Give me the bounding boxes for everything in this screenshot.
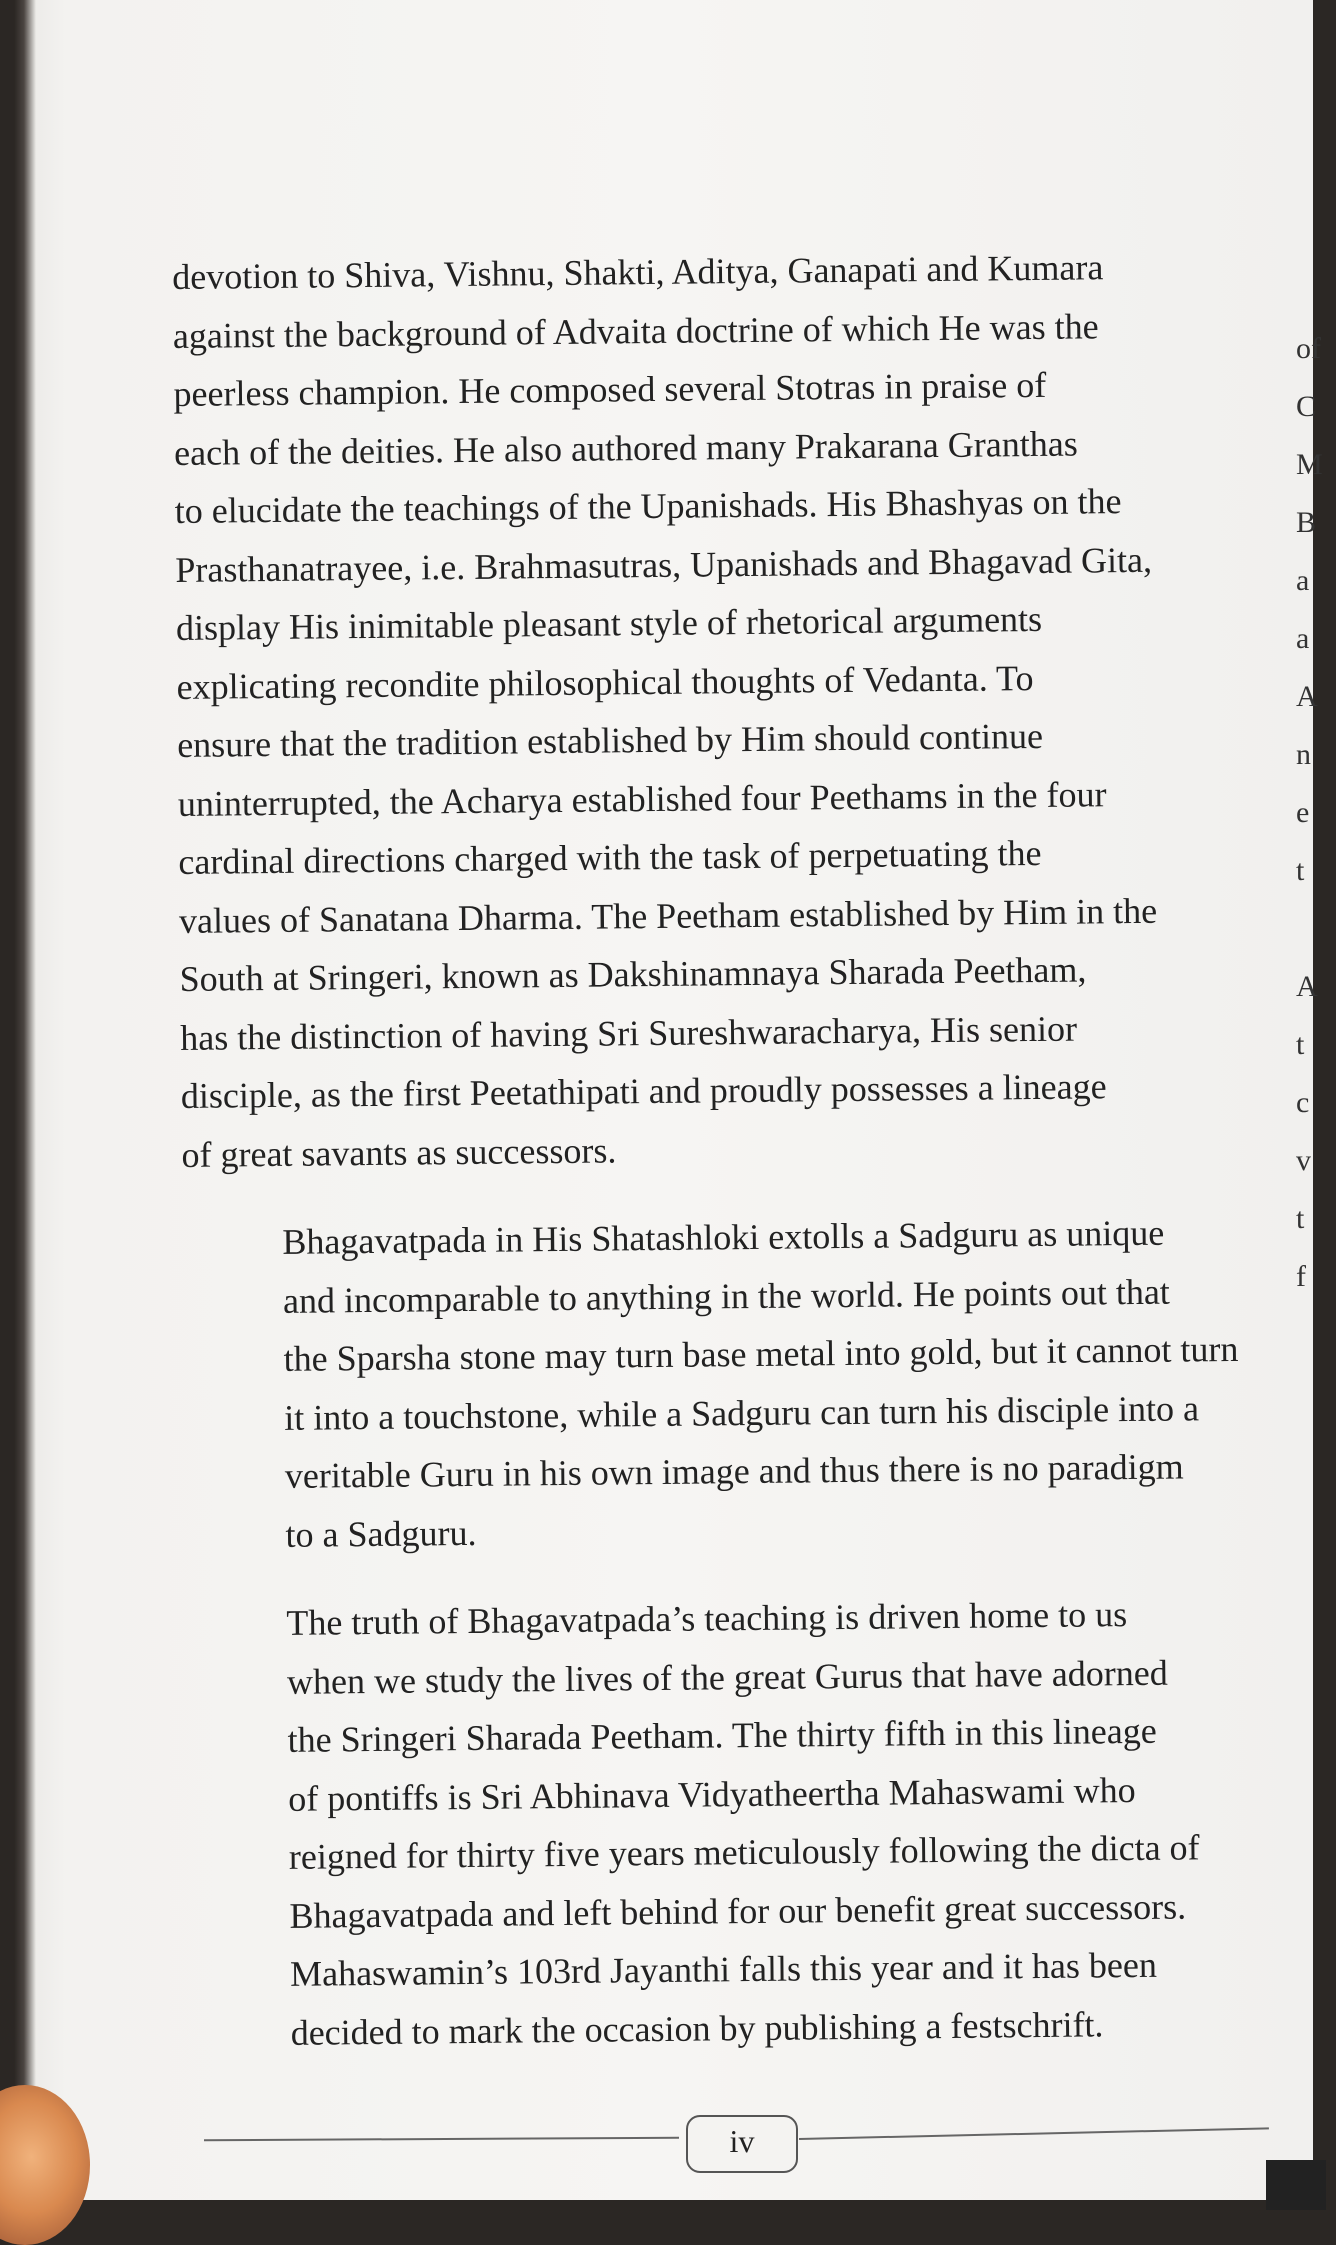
text-line: values of Sanatana Dharma. The Peetham established by Him in the	[178, 890, 1158, 941]
text-line: South at Sringeri, known as Dakshinamnaya Sharada Peetham,	[179, 949, 1087, 999]
fragment: f	[1296, 1260, 1306, 1293]
text-line: to elucidate the teachings of the Upanishads. His Bhashyas on the	[174, 481, 1122, 531]
text-line: of pontiffs is Sri Abhinava Vidyatheertha Mahaswami who	[288, 1769, 1136, 1819]
fragment: A	[1296, 970, 1318, 1003]
footer-rule-right	[799, 2127, 1269, 2140]
text-line: peerless champion. He composed several Stotras in praise of	[173, 364, 1047, 414]
fragment: t	[1296, 1028, 1305, 1061]
paragraph-1	[172, 237, 1274, 1184]
paragraph-3	[186, 1583, 1283, 2062]
text-line: the Sparsha stone may turn base metal into gold, but it cannot turn	[283, 1328, 1239, 1379]
text-line: display His inimitable pleasant style of rhetorical arguments	[175, 598, 1043, 648]
text-line: cardinal directions charged with the task of perpetuating the	[178, 832, 1042, 882]
text-line: it into a touchstone, while a Sadguru can turn his disciple into a	[284, 1387, 1200, 1438]
text-line: Bhagavatpada and left behind for our benefit great successors.	[289, 1885, 1187, 1936]
text-line: veritable Guru in his own image and thus there is no paradigm	[284, 1446, 1184, 1496]
book-page	[14, 0, 1323, 2200]
adjacent-page-edge-text	[1296, 320, 1336, 1306]
fragment: c	[1296, 1086, 1310, 1119]
fragment: of	[1296, 332, 1321, 365]
text-line: Prasthanatrayee, i.e. Brahmasutras, Upanishads and Bhagavad Gita,	[175, 539, 1153, 590]
text-line: disciple, as the first Peetathipati and proudly possesses a lineage	[180, 1066, 1107, 1116]
text-line: has the distinction of having Sri Sureshwaracharya, His senior	[180, 1008, 1078, 1058]
text-line: Mahaswamin’s 103rd Jayanthi falls this year and it has been	[289, 1944, 1158, 1994]
text-line: decided to mark the occasion by publishing a festschrift.	[290, 2003, 1104, 2053]
fragment: v	[1296, 1144, 1311, 1177]
text-line: each of the deities. He also authored many Prakarana Granthas	[173, 423, 1078, 473]
text-line: and incomparable to anything in the world. He points out that	[282, 1271, 1171, 1321]
page-number-badge	[686, 2115, 798, 2173]
text-line: the Sringeri Sharada Peetham. The thirty fifth in this lineage	[287, 1710, 1157, 1760]
fragment: a	[1296, 622, 1310, 655]
fragment: t	[1296, 854, 1305, 887]
footer-rule-left	[204, 2137, 679, 2141]
text-line: devotion to Shiva, Vishnu, Shakti, Aditya, Ganapati and Kumara	[172, 247, 1104, 297]
fragment: n	[1296, 738, 1311, 771]
text-line: when we study the lives of the great Gurus that have adorned	[286, 1652, 1168, 1702]
text-line: explicating recondite philosophical thoughts of Vedanta. To	[176, 657, 1034, 707]
text-line: against the background of Advaita doctrine of which He was the	[172, 305, 1099, 356]
fragment: t	[1296, 1202, 1305, 1235]
text-line: uninterrupted, the Acharya established four Peethams in the four	[177, 773, 1107, 824]
fragment: a	[1296, 564, 1310, 597]
text-line: Bhagavatpada in His Shatashloki extolls a Sadguru as unique	[282, 1212, 1165, 1262]
fragment: B	[1296, 506, 1317, 539]
text-line: of great savants as successors.	[181, 1129, 617, 1175]
background-edge	[1266, 2160, 1326, 2210]
fragment: M	[1296, 448, 1323, 481]
text-line: The truth of Bhagavatpada’s teaching is driven home to us	[286, 1594, 1128, 1643]
fragment: C	[1296, 390, 1317, 423]
paragraph-2	[182, 1203, 1278, 1565]
text-line: to a Sadguru.	[285, 1512, 477, 1555]
body-text	[172, 237, 1283, 2063]
fragment: e	[1296, 796, 1310, 829]
fragment	[1296, 900, 1336, 958]
fragment: A	[1296, 680, 1318, 713]
page-gutter-shadow	[14, 0, 36, 2200]
text-line: reigned for thirty five years meticulously following the dicta of	[288, 1827, 1200, 1877]
page-number: iv	[729, 2123, 755, 2159]
text-line: ensure that the tradition established by Him should continue	[176, 715, 1044, 765]
